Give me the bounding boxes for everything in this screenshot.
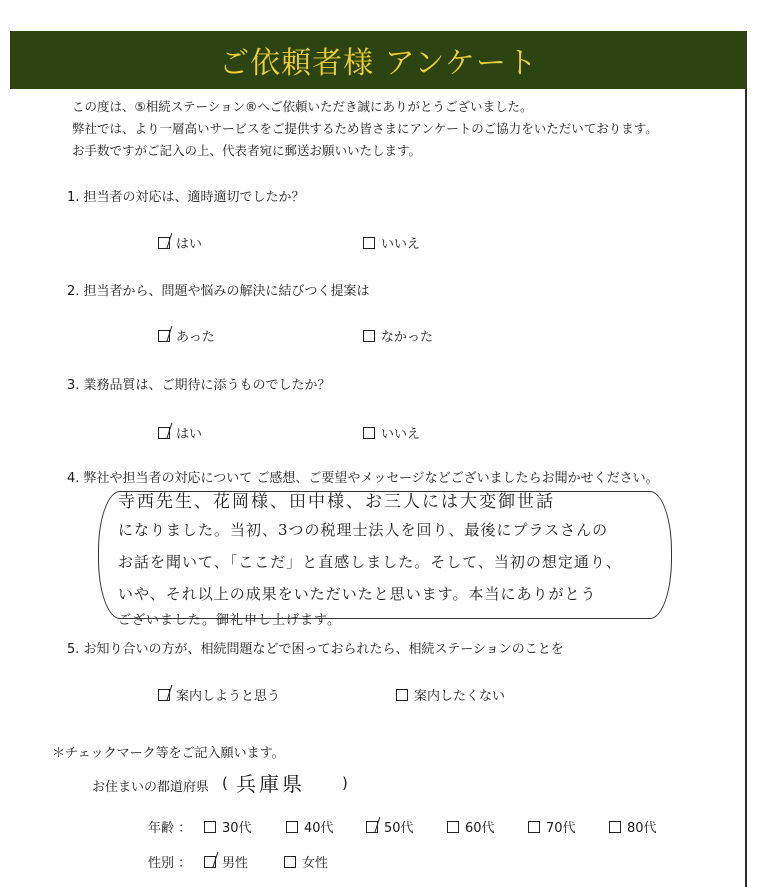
option-label: 案内しようと思う xyxy=(176,689,281,704)
option-label: いいえ xyxy=(381,237,421,252)
prefecture-value[interactable]: 兵庫県 xyxy=(236,772,305,796)
option-label: 案内したくない xyxy=(414,689,506,704)
question-3: 3. 業務品質は、ご期待に添うものでしたか？ xyxy=(67,378,331,393)
q5-option-no[interactable] xyxy=(396,685,505,704)
q3-option-yes[interactable] xyxy=(158,423,202,442)
q2-option-yes[interactable] xyxy=(158,326,215,345)
open-paren: ( xyxy=(222,774,228,792)
q2-option-no[interactable] xyxy=(363,326,433,345)
checked-checkbox[interactable] xyxy=(158,237,170,249)
q1-option-yes[interactable] xyxy=(158,233,202,252)
option-label: なかった xyxy=(381,330,434,345)
q5-option-yes[interactable] xyxy=(158,685,280,704)
comment-line: ございました。御礼申し上げます。 xyxy=(118,613,341,628)
q3-option-no[interactable] xyxy=(363,423,420,442)
page-title: ご依頼者様 アンケート xyxy=(219,46,538,81)
sex-label: 性別 ： xyxy=(148,856,192,871)
question-5: 5. お知り合いの方が、相続問題などで困っておられたら、相続ステーションのことを xyxy=(67,642,564,657)
checkbox[interactable] xyxy=(363,237,375,249)
question-1: 1. 担当者の対応は、適時適切でしたか？ xyxy=(67,190,305,205)
comment-line: お話を聞いて、「ここだ」と直感しました。そして、当初の想定通り、 xyxy=(118,553,622,571)
option-label: はい xyxy=(176,427,203,442)
checked-checkbox[interactable] xyxy=(204,856,216,868)
checkbox[interactable] xyxy=(363,427,375,439)
checkbox[interactable] xyxy=(609,821,621,833)
question-4: 4. 弊社や担当者の対応について ご感想、ご要望やメッセージなどございましたらお聞かせください。 xyxy=(67,471,659,486)
age-label: 年齢 ： xyxy=(148,821,192,836)
q1-option-no[interactable] xyxy=(363,233,420,252)
option-label: あった xyxy=(176,330,215,345)
age-option-80[interactable] xyxy=(609,817,657,836)
age-option-30[interactable] xyxy=(204,817,252,836)
close-paren: ) xyxy=(342,774,348,792)
comment-line: いや、それ以上の成果をいただいたと思います。本当にありがとう xyxy=(118,585,597,603)
checkbox[interactable] xyxy=(363,330,375,342)
sex-text: 女性 xyxy=(302,856,329,871)
option-label: はい xyxy=(176,237,203,252)
comment-line: になりました。当初、3つの税理士法人を回り、最後にプラスさんの xyxy=(118,521,609,539)
option-label: いいえ xyxy=(381,427,421,442)
age-option-60[interactable] xyxy=(447,817,495,836)
checked-checkbox[interactable] xyxy=(158,427,170,439)
checkbox[interactable] xyxy=(528,821,540,833)
right-border xyxy=(745,31,747,887)
question-2: 2. 担当者から、問題や悩みの解決に結びつく提案は xyxy=(67,284,370,299)
checkbox[interactable] xyxy=(284,856,296,868)
intro-line: お手数ですがご記入の上、代表者宛に郵送お願いいたします。 xyxy=(72,143,422,158)
age-text: 60代 xyxy=(465,821,495,836)
checked-checkbox[interactable] xyxy=(158,689,170,701)
checkbox[interactable] xyxy=(286,821,298,833)
age-text: 70代 xyxy=(546,821,576,836)
age-text: 50代 xyxy=(384,821,414,836)
title-banner xyxy=(10,31,747,89)
age-option-40[interactable] xyxy=(286,817,334,836)
prefecture-label: お住まいの都道府県 xyxy=(92,780,210,795)
checkbox[interactable] xyxy=(396,689,408,701)
checked-checkbox[interactable] xyxy=(366,821,378,833)
age-text: 80代 xyxy=(627,821,657,836)
sex-text: 男性 xyxy=(222,856,249,871)
checkbox[interactable] xyxy=(447,821,459,833)
age-text: 30代 xyxy=(222,821,252,836)
intro-line: この度は、⑤相続ステーション®へご依頼いただき誠にありがとうございました。 xyxy=(72,99,533,114)
sex-option-female[interactable] xyxy=(284,852,328,871)
intro-line: 弊社では、より一層高いサービスをご提供するため皆さまにアンケートのご協力をいただいております。 xyxy=(72,121,658,136)
intro-text xyxy=(72,96,732,162)
checked-checkbox[interactable] xyxy=(158,330,170,342)
age-option-50[interactable] xyxy=(366,817,414,836)
comment-line: 寺西先生、花岡様、田中様、お三人には大変御世話 xyxy=(118,492,555,512)
age-text: 40代 xyxy=(304,821,334,836)
age-option-70[interactable] xyxy=(528,817,576,836)
checkbox[interactable] xyxy=(204,821,216,833)
note-text: ＊チェックマーク等をご記入願います。 xyxy=(52,746,285,761)
sex-option-male[interactable] xyxy=(204,852,248,871)
